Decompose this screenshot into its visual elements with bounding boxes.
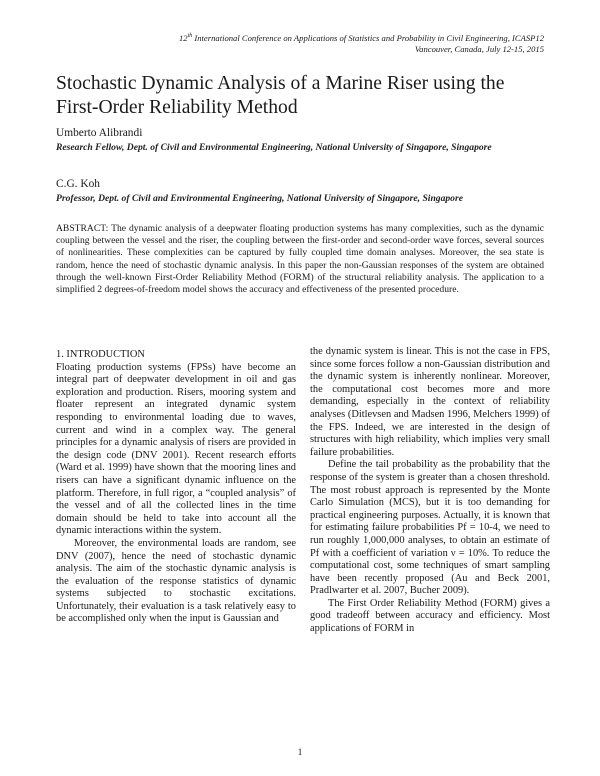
abstract: ABSTRACT: The dynamic analysis of a deepwater floating production systems has many complexities, such as the dynamic coupling between the vessel and the riser, the coupling between the first-order and second-order wave forces, several sources of nonlinearities. These complexities can be captured by fully coupled time domain analyses. Moreover, the sea state is random, hence the need of stochastic dynamic analysis. In this paper the non-Gaussian responses of the system are obtained through the well-known First-Order Reliability Method (FORM) of the structural reliability analysis. The application to a simplified 2 degrees-of-freedom model shows the accuracy and effectiveness of the presented procedure. [56,223,544,296]
left-column [56,349,296,626]
conference-header [104,31,544,55]
section-heading: 1. INTRODUCTION [56,349,145,360]
paper-title: Stochastic Dynamic Analysis of a Marine Riser using the First-Order Reliability Method [56,73,505,118]
page-number: 1 [297,748,303,758]
author-affiliation-1: Research Fellow, Dept. of Civil and Environmental Engineering, National University of Singapore, Singapore [56,142,492,153]
conference-name: International Conference on Applications of Statistics and Probability in Civil Engineering, ICASP12 [194,32,544,43]
conference-location-date: Vancouver, Canada, July 12-15, 2015 [414,43,544,54]
body-paragraph: Floating production systems (FPSs) have become an integral part of deepwater development in oil and gas exploration and production. Risers, mooring system and floater represent an integrated dynamic system responding to environmental loading due to waves, current and wind in a complex way. The general principles for a dynamic analysis of risers are provided in the design code (DNV 2001). Recent research efforts (Ward et al. 1999) have shown that the mooring lines and risers can have a significant dynamic influence on the platform. Therefore, in full rigor, a “coupled analysis” of the vessel and of all the collected lines in the time domain should be held to take into account all the dynamic interactions within the system. [56,361,296,537]
right-column [310,346,550,636]
body-paragraph: the dynamic system is linear. This is not the case in FPS, since some forces follow a non-Gaussian distribution and the dynamic system is inherently nonlinear. Moreover, the computational cost becomes more and more demanding, especially in the context of reliability analyses (Ditlevsen and Madsen 1996, Melchers 1999) of the FPS. Indeed, we are interested in the design of structures with high reliability, which implies very small failure probabilities. [310,346,550,458]
body-paragraph: The First Order Reliability Method (FORM) gives a good tradeoff between accuracy and efficiency. Most applications of FORM in [310,597,550,635]
author-name-1: Umberto Alibrandi [56,127,143,139]
body-paragraph: Moreover, the environmental loads are random, see DNV (2007), hence the need of stochastic dynamic analysis. The aim of the stochastic dynamic analysis is the evaluation of the response statistics of dynamic systems subjected to stochastic excitations. Unfortunately, their evaluation is a task relatively easy to be accomplished only when the input is Gaussian and [56,537,296,625]
author-affiliation-2: Professor, Dept. of Civil and Environmental Engineering, National University of Singapore, Singapore [56,193,463,204]
conference-ordinal: 12 [178,32,188,43]
author-name-2: C.G. Koh [56,178,100,190]
ordinal-suffix: th [187,33,193,39]
conference-line [104,31,544,44]
body-paragraph: Define the tail probability as the probability that the response of the system is greater than a chosen threshold. The most robust approach is represented by the Monte Carlo Simulation (MCS), but it is too demanding for practical engineering purposes. Actually, it is known that for estimating failure probabilities Pf = 10-4, we need to run roughly 1,000,000 analyses, to obtain an estimate of Pf with a coefficient of variation ν = 10%. To reduce the computational cost, some techniques of smart sampling have been recently proposed (Au and Beck 2001, Pradlwarter et al. 2007, Bucher 2009). [310,459,550,597]
